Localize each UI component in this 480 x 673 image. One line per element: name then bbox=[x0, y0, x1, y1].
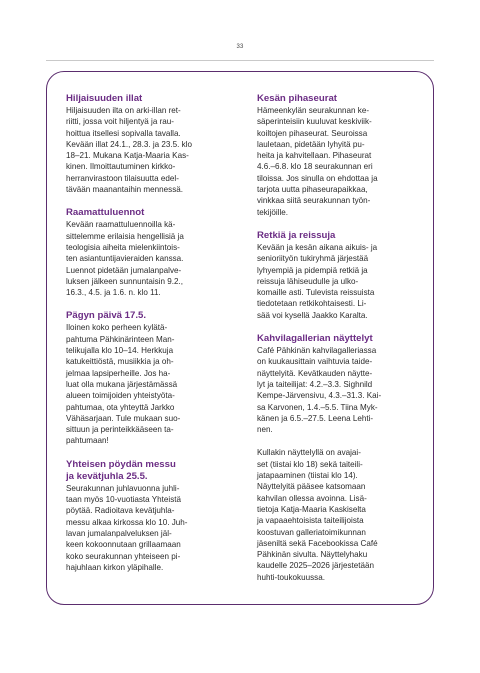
section-title: Yhteisen pöydän messu ja kevätjuhla 25.5. bbox=[66, 458, 176, 482]
section-title: Kahvilagallerian näyttelyt bbox=[257, 333, 373, 345]
section-body: Iloinen koko perheen kylätä- pahtuma Pähkinärinteen Man- telikujalla klo 10–14. Herkkuja katukeittiöstä, musiikkia ja oh- jelmaa lapsiperheille. Jos ha- luat olla mukana järjestämässä alueen toimijoiden yhteistyöta- pahtumaa, ota yhteyttä Jarkko Vähäsarjaan. Tule mukaan suo- sittuun ja perinteikkääseen ta- pahtumaan! bbox=[66, 323, 181, 446]
page-number: 33 bbox=[236, 44, 244, 50]
section-retkia-ja-reissuja bbox=[257, 230, 417, 321]
section-title: Kesän pihaseurat bbox=[257, 93, 337, 104]
section-body: Hämeenkylän seurakunnan ke- säperinteisiin kuuluvat keskiviik- koiltojen pihaseurat. Seuroissa lauletaan, pidetään lyhyitä pu- heita ja kahvitellaan. Pihaseurat 4.6.–6.8. klo 18 seurakunnan eri tiloissa. Jos sinulla on ehdottaa ja tarjota uutta pihaseurapaikkaa, vinkkaa siitä seurakunnan työn- tekijöille. bbox=[257, 106, 378, 217]
right-column bbox=[257, 93, 417, 583]
section-raamattuluennot bbox=[66, 207, 238, 298]
section-kahvilagallerian-nayttelyt bbox=[257, 333, 417, 435]
section-title: Hiljaisuuden illat bbox=[66, 93, 143, 104]
section-body: Kevään ja kesän aikana aikuis- ja senioriityön tukiryhmä järjestää lyhyempiä ja pidempiä retkiä ja reissuja lähiseudulle ja ulko- komaille asti. Tulevista reissuista tiedotetaan retkikohtaisesti. Li- sää voi kysellä Jaakko Karalta. bbox=[257, 242, 378, 320]
section-title: Raamattuluennot bbox=[66, 207, 145, 219]
header-divider bbox=[46, 60, 434, 61]
section-body: Kevään raamattuluennoilla kä- sittelemme erilaisia hengellisiä ja teologisia aiheita mielenkiintois- ten asiantuntijavieraiden kanssa. Luennot pidetään jumalanpalve- luksen jälkeen sunnuntaisin 9.2., 16.3., 4.5. ja 1.6. n. klo 11. bbox=[66, 220, 184, 298]
section-hiljaisuuden-illat bbox=[66, 93, 238, 195]
section-yhteisen-poydan-messu bbox=[66, 459, 238, 573]
section-body: Kullakin näyttelyllä on avajai- set (tiistai klo 18) sekä taiteili- jatapaaminen (tiistai klo 14). Näyttelyitä pääsee katsomaan kahvilan ollessa avoinna. Lisä- tietoja Katja-Maaria Kaskiselta ja vapaaehtoisista taiteilijoista koostuvan galleriatoimikunnan jäseniltä sekä Facebookissa Café Pähkinän sivulta. Näyttelyhaku kaudelle 2025–2026 järjestetään huhti-toukokuussa. bbox=[257, 448, 378, 582]
section-title: Retkiä ja reissuja bbox=[257, 229, 336, 241]
section-pagyn-paiva bbox=[66, 310, 238, 446]
section-title: Pägyn päivä 17.5. bbox=[66, 310, 146, 322]
left-column bbox=[66, 93, 238, 573]
section-body: Seurakunnan juhlavuonna juhli- taan myös 10-vuotiasta Yhteistä pöytää. Radioitava kevätjuhla- messu alkaa kirkossa klo 10. Juh- lavan jumalanpalveluksen jäl- keen kokoonnutaan grillaamaan koko seurakunnan yhteiseen pi- hajuhlaan kirkon yläpihalle. bbox=[66, 483, 188, 572]
section-body: Café Pähkinän kahvilagalleriassa on kuukausittain vaihtuvia taide- näyttelyitä. Kevätkauden näytte- lyt ja taiteilijat: 4.2.–3.3. Sighnild Kempe-Järvensivu, 4.3.–31.3. Kai- sa Karvonen, 1.4.–5.5. Tiina Myk- känen ja 6.5.–27.5. Leena Lehti- nen. bbox=[257, 346, 382, 435]
section-body: Hiljaisuuden ilta on arki-illan ret- riitti, jossa voit hiljentyä ja rau- hoittua itsellesi sopivalla tavalla. Kevään illat 24.1., 28.3. ja 23.5. klo 18–21. Mukana Katja-Maaria Kas- kinen. Ilmoittautuminen kirkko- herranvirastoon tilaisuutta edel- tävään maanantaihin mennessä. bbox=[66, 106, 192, 195]
section-gallery-info bbox=[257, 447, 417, 583]
section-kesan-pihaseurat bbox=[257, 93, 417, 218]
